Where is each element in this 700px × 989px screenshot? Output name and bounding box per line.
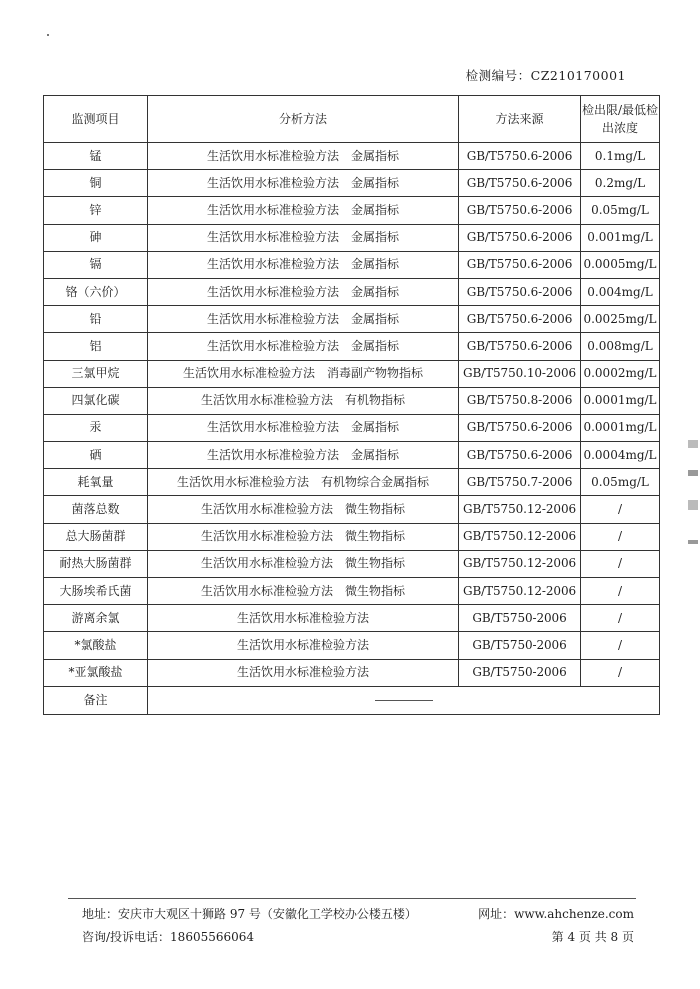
cell-method: 生活饮用水标准检验方法 有机物综合金属指标 — [148, 469, 459, 496]
cell-source: GB/T5750.12-2006 — [459, 578, 581, 605]
header-method: 分析方法 — [148, 96, 459, 143]
cell-item: 锌 — [44, 197, 148, 224]
cell-limit: 0.008mg/L — [581, 333, 660, 360]
cell-item: 游离余氯 — [44, 605, 148, 632]
methods-table — [43, 95, 660, 715]
table-row — [44, 632, 660, 659]
cell-item: 菌落总数 — [44, 496, 148, 523]
table-row — [44, 387, 660, 414]
cell-limit: / — [581, 659, 660, 686]
cell-method: 生活饮用水标准检验方法 微生物指标 — [148, 578, 459, 605]
table-row — [44, 278, 660, 305]
cell-source: GB/T5750.6-2006 — [459, 170, 581, 197]
table-row — [44, 469, 660, 496]
cell-limit: 0.0002mg/L — [581, 360, 660, 387]
cell-item: 四氯化碳 — [44, 387, 148, 414]
remark-label: 备注 — [44, 686, 148, 714]
cell-limit: 0.1mg/L — [581, 143, 660, 170]
cell-source: GB/T5750-2006 — [459, 659, 581, 686]
cell-item: 锰 — [44, 143, 148, 170]
seal-edge-marks — [684, 432, 700, 542]
cell-limit: / — [581, 605, 660, 632]
cell-method: 生活饮用水标准检验方法 金属指标 — [148, 224, 459, 251]
cell-method: 生活饮用水标准检验方法 微生物指标 — [148, 523, 459, 550]
cell-item: 铬（六价） — [44, 278, 148, 305]
cell-source: GB/T5750.12-2006 — [459, 496, 581, 523]
cell-source: GB/T5750.12-2006 — [459, 550, 581, 577]
cell-method: 生活饮用水标准检验方法 金属指标 — [148, 414, 459, 441]
cell-source: GB/T5750-2006 — [459, 632, 581, 659]
footer-website: 网址：www.ahchenze.com — [478, 907, 634, 921]
footer-address: 地址：安庆市大观区十狮路 97 号（安徽化工学校办公楼五楼） — [82, 907, 417, 921]
cell-limit: / — [581, 632, 660, 659]
remark-dash — [375, 700, 433, 701]
cell-item: 镉 — [44, 251, 148, 278]
cell-method: 生活饮用水标准检验方法 微生物指标 — [148, 550, 459, 577]
cell-method: 生活饮用水标准检验方法 — [148, 605, 459, 632]
cell-source: GB/T5750.6-2006 — [459, 333, 581, 360]
cell-limit: 0.001mg/L — [581, 224, 660, 251]
cell-method: 生活饮用水标准检验方法 微生物指标 — [148, 496, 459, 523]
cell-limit: 0.05mg/L — [581, 469, 660, 496]
footer-divider — [68, 898, 636, 899]
cell-method: 生活饮用水标准检验方法 金属指标 — [148, 278, 459, 305]
cell-source: GB/T5750.8-2006 — [459, 387, 581, 414]
cell-method: 生活饮用水标准检验方法 金属指标 — [148, 143, 459, 170]
cell-source: GB/T5750.6-2006 — [459, 306, 581, 333]
cell-item: *亚氯酸盐 — [44, 659, 148, 686]
cell-item: 铅 — [44, 306, 148, 333]
footer-page-number: 第 4 页 共 8 页 — [551, 930, 634, 944]
header-item: 监测项目 — [44, 96, 148, 143]
cell-item: 耐热大肠菌群 — [44, 550, 148, 577]
cell-source: GB/T5750.6-2006 — [459, 278, 581, 305]
table-row — [44, 523, 660, 550]
cell-limit: 0.0004mg/L — [581, 442, 660, 469]
cell-limit: 0.0005mg/L — [581, 251, 660, 278]
table-row — [44, 442, 660, 469]
scan-speck — [47, 34, 49, 36]
cell-method: 生活饮用水标准检验方法 — [148, 632, 459, 659]
cell-limit: / — [581, 496, 660, 523]
table-row — [44, 143, 660, 170]
cell-limit: / — [581, 523, 660, 550]
table-row — [44, 306, 660, 333]
cell-method: 生活饮用水标准检验方法 金属指标 — [148, 197, 459, 224]
cell-item: 耗氧量 — [44, 469, 148, 496]
header-limit: 检出限/最低检出浓度 — [581, 96, 660, 143]
cell-method: 生活饮用水标准检验方法 金属指标 — [148, 333, 459, 360]
cell-item: 大肠埃希氏菌 — [44, 578, 148, 605]
cell-method: 生活饮用水标准检验方法 金属指标 — [148, 306, 459, 333]
cell-source: GB/T5750.10-2006 — [459, 360, 581, 387]
cell-limit: 0.05mg/L — [581, 197, 660, 224]
cell-item: 铝 — [44, 333, 148, 360]
cell-limit: 0.0025mg/L — [581, 306, 660, 333]
cell-method: 生活饮用水标准检验方法 消毒副产物物指标 — [148, 360, 459, 387]
table-row — [44, 197, 660, 224]
table-row — [44, 414, 660, 441]
table-row — [44, 333, 660, 360]
remark-row — [44, 686, 660, 714]
cell-source: GB/T5750.6-2006 — [459, 414, 581, 441]
cell-limit: / — [581, 578, 660, 605]
cell-item: *氯酸盐 — [44, 632, 148, 659]
cell-source: GB/T5750.7-2006 — [459, 469, 581, 496]
cell-item: 砷 — [44, 224, 148, 251]
table-row — [44, 251, 660, 278]
footer-hotline: 咨询/投诉电话：18605566064 — [82, 930, 255, 944]
cell-method: 生活饮用水标准检验方法 — [148, 659, 459, 686]
footer-line-2 — [82, 928, 634, 945]
cell-item: 汞 — [44, 414, 148, 441]
table-row — [44, 659, 660, 686]
table-row — [44, 605, 660, 632]
remark-value — [148, 686, 660, 714]
table-row — [44, 360, 660, 387]
cell-item: 总大肠菌群 — [44, 523, 148, 550]
cell-source: GB/T5750.12-2006 — [459, 523, 581, 550]
table-row — [44, 496, 660, 523]
cell-source: GB/T5750.6-2006 — [459, 197, 581, 224]
cell-source: GB/T5750.6-2006 — [459, 442, 581, 469]
cell-source: GB/T5750.6-2006 — [459, 143, 581, 170]
cell-source: GB/T5750-2006 — [459, 605, 581, 632]
cell-limit: / — [581, 550, 660, 577]
table-row — [44, 170, 660, 197]
cell-method: 生活饮用水标准检验方法 金属指标 — [148, 170, 459, 197]
cell-source: GB/T5750.6-2006 — [459, 224, 581, 251]
cell-item: 三氯甲烷 — [44, 360, 148, 387]
header-source: 方法来源 — [459, 96, 581, 143]
cell-method: 生活饮用水标准检验方法 金属指标 — [148, 251, 459, 278]
cell-source: GB/T5750.6-2006 — [459, 251, 581, 278]
table-row — [44, 550, 660, 577]
footer-line-1 — [82, 905, 634, 922]
table-row — [44, 578, 660, 605]
cell-limit: 0.0001mg/L — [581, 387, 660, 414]
cell-limit: 0.2mg/L — [581, 170, 660, 197]
cell-item: 铜 — [44, 170, 148, 197]
cell-method: 生活饮用水标准检验方法 金属指标 — [148, 442, 459, 469]
cell-limit: 0.004mg/L — [581, 278, 660, 305]
cell-method: 生活饮用水标准检验方法 有机物指标 — [148, 387, 459, 414]
cell-item: 硒 — [44, 442, 148, 469]
cell-limit: 0.0001mg/L — [581, 414, 660, 441]
report-number: 检测编号：CZ210170001 — [465, 68, 626, 83]
table-header-row — [44, 96, 660, 143]
table-row — [44, 224, 660, 251]
